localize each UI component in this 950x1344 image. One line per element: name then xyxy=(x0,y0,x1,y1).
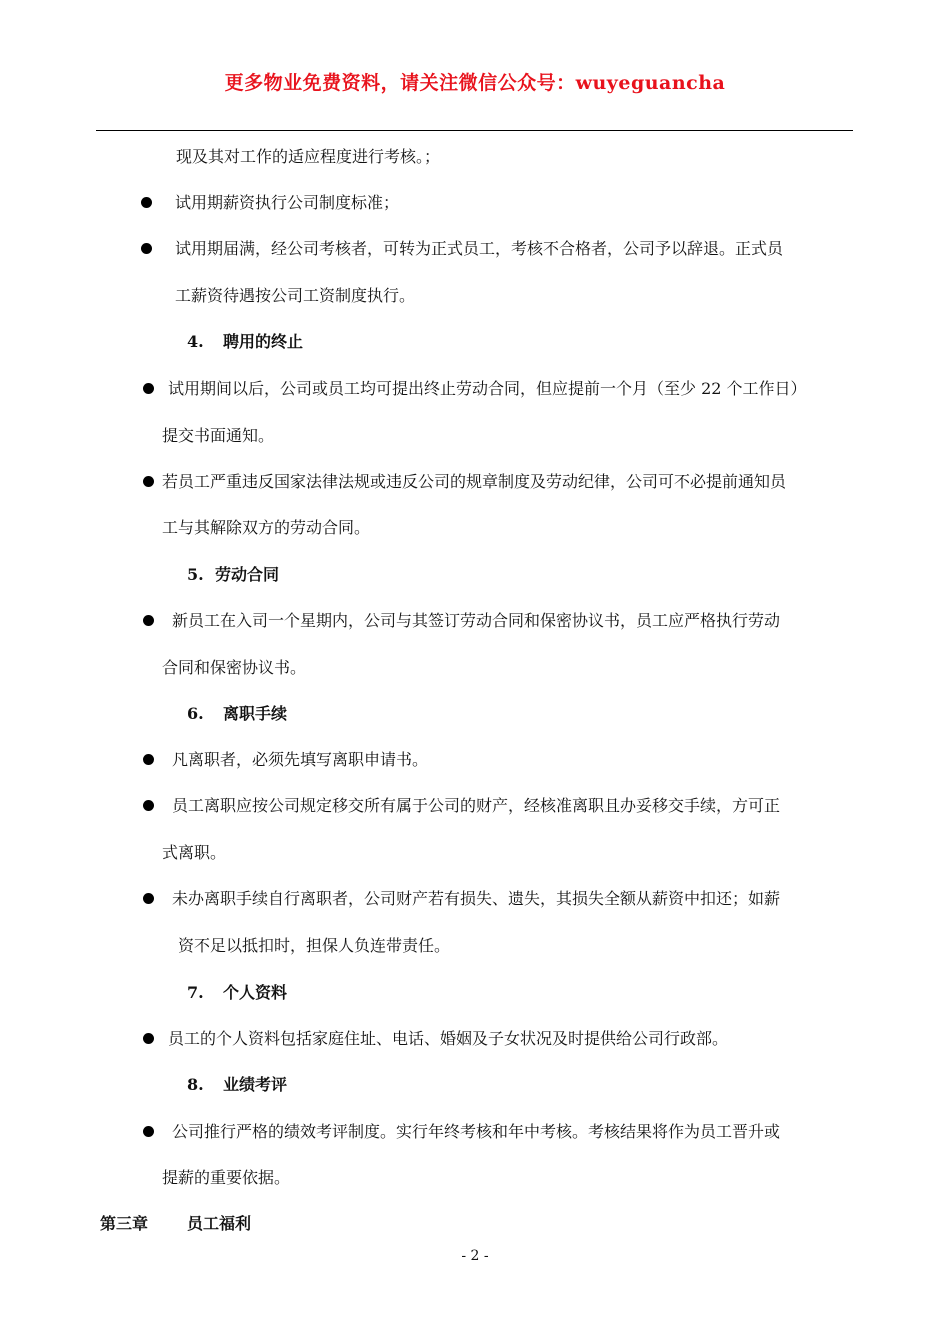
paragraph-line: 提交书面通知。 xyxy=(162,426,275,445)
chapter-title: 员工福利 xyxy=(187,1214,252,1233)
bullet-icon xyxy=(141,243,152,254)
section-title: 离职手续 xyxy=(223,704,288,723)
section-heading-5 xyxy=(187,564,279,586)
bullet-icon xyxy=(143,1033,154,1044)
section-number: 5. xyxy=(187,565,204,584)
section-title: 业绩考评 xyxy=(223,1075,288,1094)
section-heading-7 xyxy=(187,982,287,1004)
paragraph-line: 合同和保密协议书。 xyxy=(162,658,307,677)
bullet-icon xyxy=(143,893,154,904)
section-title: 劳动合同 xyxy=(215,565,280,584)
paragraph-line: 提薪的重要依据。 xyxy=(162,1168,291,1187)
section-title: 个人资料 xyxy=(223,983,288,1002)
bullet-icon xyxy=(143,800,154,811)
bullet-icon xyxy=(143,383,154,394)
bullet-icon xyxy=(141,197,152,208)
section-number: 8. xyxy=(187,1075,204,1094)
bullet-icon xyxy=(143,1126,154,1137)
paragraph-line: 若员工严重违反国家法律法规或违反公司的规章制度及劳动纪律，公司可不必提前通知员 xyxy=(162,472,787,491)
section-number: 6. xyxy=(187,704,204,723)
paragraph-line: 公司推行严格的绩效考评制度。实行年终考核和年中考核。考核结果将作为员工晋升或 xyxy=(172,1122,781,1141)
section-number: 7. xyxy=(187,983,204,1002)
section-heading-4 xyxy=(187,331,303,353)
section-title: 聘用的终止 xyxy=(223,332,304,351)
paragraph-line: 员工的个人资料包括家庭住址、电话、婚姻及子女状况及时提供给公司行政部。 xyxy=(168,1029,729,1048)
bullet-icon xyxy=(143,754,154,765)
header-title: 更多物业免费资料，请关注微信公众号：wuyeguancha xyxy=(224,72,726,94)
paragraph-line: 员工离职应按公司规定移交所有属于公司的财产，经核准离职且办妥移交手续，方可正 xyxy=(172,796,781,815)
paragraph-line: 资不足以抵扣时，担保人负连带责任。 xyxy=(178,936,451,955)
paragraph-line: 试用期届满，经公司考核者，可转为正式员工，考核不合格者，公司予以辞退。正式员 xyxy=(175,239,784,258)
bullet-icon xyxy=(143,615,154,626)
paragraph-line: 试用期薪资执行公司制度标准； xyxy=(175,193,400,212)
section-number: 4. xyxy=(187,332,204,351)
paragraph-line: 式离职。 xyxy=(162,843,227,862)
chapter-heading xyxy=(100,1213,252,1235)
section-heading-8 xyxy=(187,1074,287,1096)
chapter-label: 第三章 xyxy=(100,1214,149,1233)
paragraph-line: 工与其解除双方的劳动合同。 xyxy=(162,518,371,537)
paragraph-line: 未办离职手续自行离职者，公司财产若有损失、遗失，其损失全额从薪资中扣还；如薪 xyxy=(172,889,781,908)
paragraph-line: 试用期间以后，公司或员工均可提出终止劳动合同，但应提前一个月（至少 22 个工作日） xyxy=(168,379,807,398)
paragraph-line: 现及其对工作的适应程度进行考核。； xyxy=(176,147,441,166)
header-rule xyxy=(96,130,853,131)
section-heading-6 xyxy=(187,703,287,725)
page-number: - 2 - xyxy=(461,1248,489,1264)
bullet-icon xyxy=(143,476,154,487)
paragraph-line: 凡离职者，必须先填写离职申请书。 xyxy=(172,750,429,769)
paragraph-line: 新员工在入司一个星期内，公司与其签订劳动合同和保密协议书，员工应严格执行劳动 xyxy=(172,611,781,630)
paragraph-line: 工薪资待遇按公司工资制度执行。 xyxy=(175,286,416,305)
